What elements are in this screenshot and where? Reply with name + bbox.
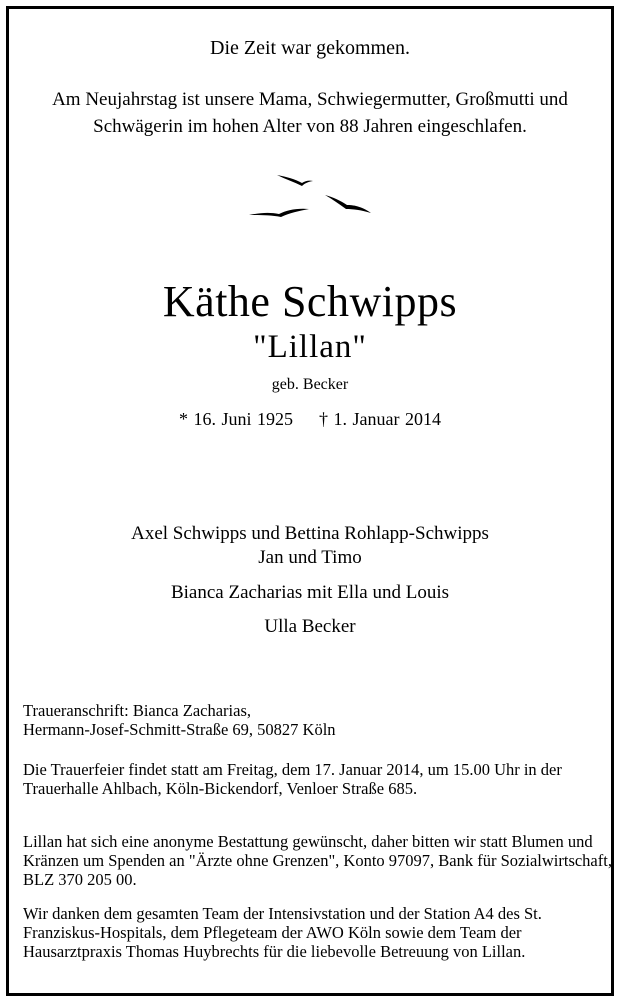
bird-middle — [325, 195, 371, 213]
burial-donation-text: Lillan hat sich eine anonyme Bestattung gewünscht, daher bitten wir statt Blumen und Kränzen um Spenden an "Ärzte ohne Grenzen", Konto 97097, Bank für Sozialwirtschaft, BLZ 370 205 00. — [23, 832, 612, 889]
birth-date: * 16. Juni 1925 — [179, 409, 294, 429]
death-date: † 1. Januar 2014 — [319, 409, 441, 429]
address-street: Hermann-Josef-Schmitt-Straße 69, 50827 Köln — [23, 720, 336, 739]
mourning-address — [23, 701, 613, 739]
life-dates — [9, 407, 611, 431]
family-line: Ulla Becker — [264, 616, 356, 637]
deceased-nickname: "Lillan" — [253, 329, 367, 365]
birds-icon — [247, 169, 377, 225]
bird-left — [249, 209, 309, 217]
notice-frame — [6, 6, 614, 996]
intro-text — [9, 86, 611, 140]
bird-top — [277, 175, 313, 186]
address-label: Traueranschrift: Bianca Zacharias, — [23, 701, 252, 720]
intro-title: Die Zeit war gekommen. — [210, 37, 410, 59]
maiden-name: geb. Becker — [271, 376, 349, 393]
deceased-name: Käthe Schwipps — [162, 277, 458, 326]
thanks-text: Wir danken dem gesamten Team der Intensivstation und der Station A4 des St. Franziskus-Hospitals, dem Pflegeteam der AWO Köln sowie dem Team der Hausarztpraxis Thomas Huybrechts für die liebevolle Betreuung von Lillan. — [23, 904, 542, 961]
funeral-service-text: Die Trauerfeier findet statt am Freitag, dem 17. Januar 2014, um 15.00 Uhr in der Trauerhalle Ahlbach, Köln-Bickendorf, Venloer Straße 685. — [23, 760, 562, 798]
intro-line: Schwägerin im hohen Alter von 88 Jahren eingeschlafen. — [93, 116, 527, 137]
family-line: Bianca Zacharias mit Ella und Louis — [170, 582, 450, 603]
family-line: Axel Schwipps und Bettina Rohlapp-Schwipps — [131, 523, 489, 544]
family-line: Jan und Timo — [258, 547, 362, 568]
intro-line: Am Neujahrstag ist unsere Mama, Schwiegermutter, Großmutti und — [52, 89, 568, 110]
